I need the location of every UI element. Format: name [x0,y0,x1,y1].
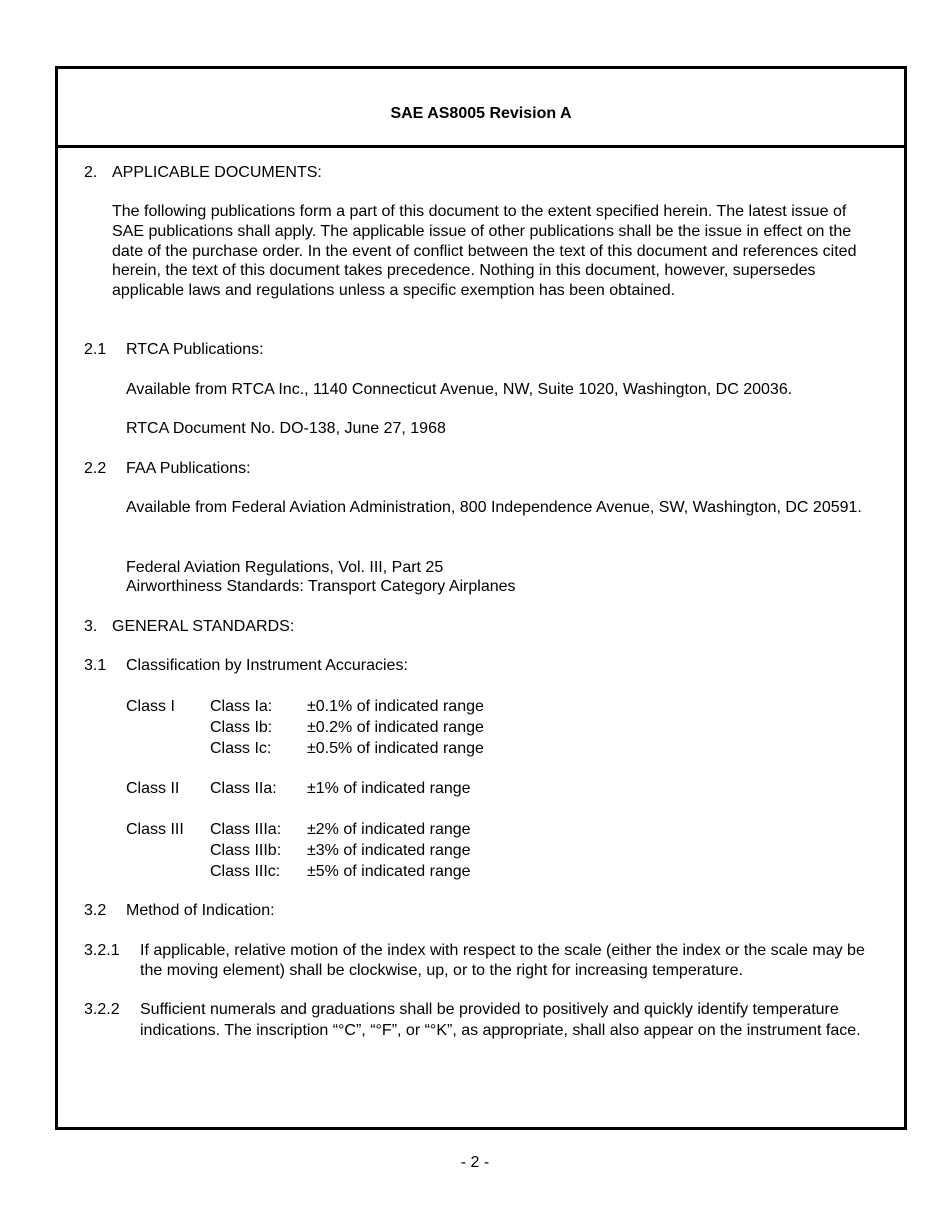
section-3-2-1-number: 3.2.1 [84,942,120,959]
faa-regulation: Federal Aviation Regulations, Vol. III, Part 25 [126,559,444,576]
section-2-number: 2. [84,164,98,181]
faa-availability: Available from Federal Aviation Administration, 800 Independence Avenue, SW, Washington, DC 20591. [126,499,862,516]
class-accuracy: ±0.1% of indicated range [307,698,484,715]
class-accuracy: ±5% of indicated range [307,863,471,880]
class-accuracy: ±1% of indicated range [307,780,471,797]
class-sub: Class Ic: [210,740,272,757]
class-sub: Class Ib: [210,719,273,736]
class-sub: Class IIIc: [210,863,281,880]
rtca-document: RTCA Document No. DO-138, June 27, 1968 [126,420,446,437]
section-3-2-2-body: Sufficient numerals and graduations shall be provided to positively and quickly identify temperature indications. The inscription “°C”, “°F”, or “°K”, as appropriate, shall also appear on the instrument face. [140,1001,861,1039]
class-sub: Class IIIa: [210,821,282,838]
section-2-1-number: 2.1 [84,341,107,358]
document-title: SAE AS8005 Revision A [390,105,572,122]
class-name: Class I [126,698,175,715]
section-3-1-heading: Classification by Instrument Accuracies: [126,657,408,674]
class-accuracy: ±3% of indicated range [307,842,471,859]
section-3-2-2-number: 3.2.2 [84,1001,120,1018]
header-box [58,69,904,148]
section-2-1-heading: RTCA Publications: [126,341,264,358]
page-number: - 2 - [460,1154,490,1171]
class-sub: Class Ia: [210,698,273,715]
section-3-2-heading: Method of Indication: [126,902,275,919]
section-3-2-1-body: If applicable, relative motion of the index with respect to the scale (either the index or the scale may be the moving element) shall be clockwise, up, or to the right for increasing temperature. [140,942,865,979]
class-accuracy: ±0.2% of indicated range [307,719,484,736]
class-accuracy: ±2% of indicated range [307,821,471,838]
section-2-body: The following publications form a part of this document to the extent specified herein. The latest issue of SAE publications shall apply. The applicable issue of other publications shall be the issue in effect on the date of the purchase order. In the event of conflict between the text of this document and references cited herein, the text of this document takes precedence. Nothing in this document, however, supersedes applicable laws and regulations unless a specific exemption has been obtained. [112,203,857,300]
class-accuracy: ±0.5% of indicated range [307,740,484,757]
rtca-availability: Available from RTCA Inc., 1140 Connecticut Avenue, NW, Suite 1020, Washington, DC 20036. [126,381,793,398]
section-3-heading: GENERAL STANDARDS: [112,618,295,635]
section-3-1-number: 3.1 [84,657,107,674]
section-2-2-heading: FAA Publications: [126,460,251,477]
class-sub: Class IIIb: [210,842,282,859]
class-sub: Class IIa: [210,780,277,797]
class-name: Class II [126,780,180,797]
section-2-2-number: 2.2 [84,460,107,477]
section-2-heading: APPLICABLE DOCUMENTS: [112,164,322,181]
class-name: Class III [126,821,184,838]
faa-airworthiness: Airworthiness Standards: Transport Category Airplanes [126,578,516,595]
section-3-2-number: 3.2 [84,902,107,919]
section-3-number: 3. [84,618,98,635]
